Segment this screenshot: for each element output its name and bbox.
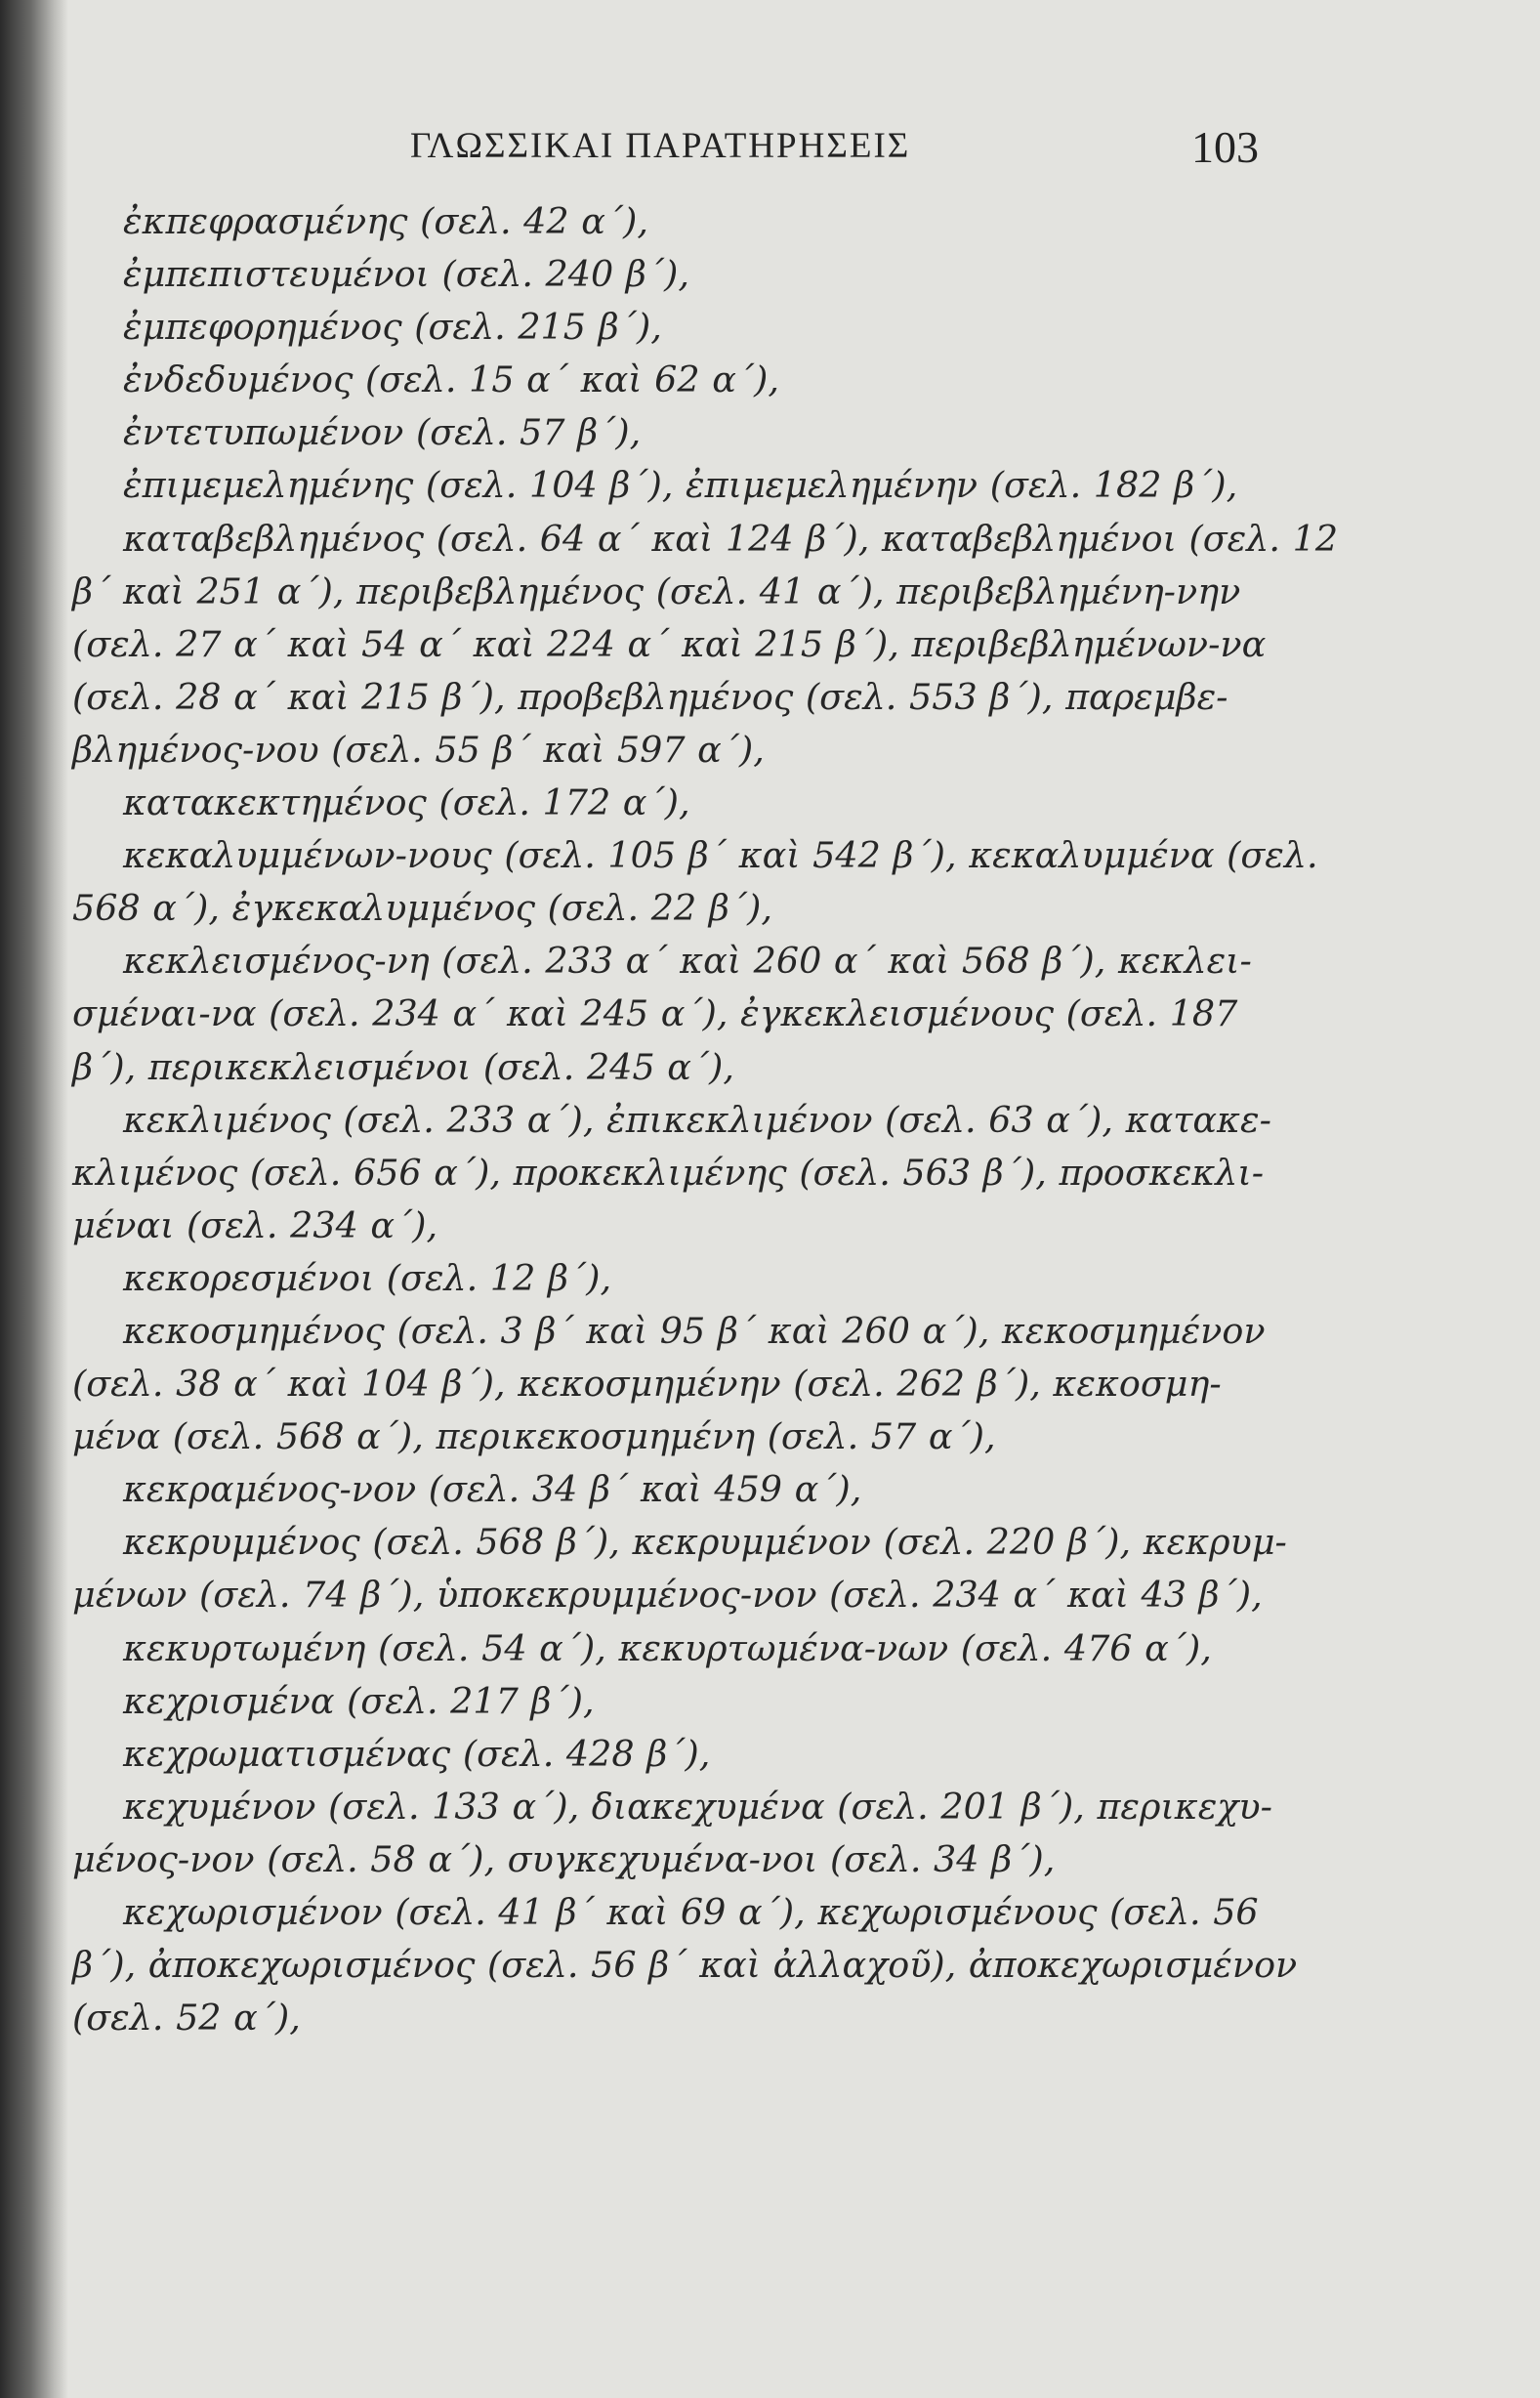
text-line: κεχυμένον (σελ. 133 α΄), διακεχυμένα (σελ. 201 β΄), περικεχυ- (123, 1785, 1272, 1828)
text-line: ἐνδεδυμένος (σελ. 15 α΄ καὶ 62 α΄), (123, 358, 779, 401)
text-line: (σελ. 28 α΄ καὶ 215 β΄), προβεβλημένος (σελ. 553 β΄), παρεμβε- (72, 675, 1228, 718)
text-line: σμέναι-να (σελ. 234 α΄ καὶ 245 α΄), ἐγκεκλεισμένους (σελ. 187 (72, 992, 1238, 1035)
glossary-text-block (72, 195, 1339, 2044)
text-line: ἐντετυπωμένον (σελ. 57 β΄), (123, 411, 642, 454)
text-line: κεχρισμένα (σελ. 217 β΄), (123, 1679, 595, 1722)
text-line: κεκοσμημένος (σελ. 3 β΄ καὶ 95 β΄ καὶ 260 α΄), κεκοσμημένον (123, 1309, 1266, 1352)
text-line: β΄), ἀποκεχωρισμένος (σελ. 56 β΄ καὶ ἀλλαχοῦ), ἀποκεχωρισμένον (72, 1944, 1298, 1987)
text-line: β΄), περικεκλεισμένοι (σελ. 245 α΄), (72, 1045, 735, 1088)
text-line: βλημένος-νου (σελ. 55 β΄ καὶ 597 α΄), (72, 728, 765, 771)
text-line: κεκυρτωμένη (σελ. 54 α΄), κεκυρτωμένα-νων (σελ. 476 α΄), (123, 1626, 1212, 1669)
running-title: ΓΛΩΣΣΙΚΑΙ ΠΑΡΑΤΗΡΗΣΕΙΣ (410, 126, 911, 166)
text-line: β΄ καὶ 251 α΄), περιβεβλημένος (σελ. 41 α΄), περιβεβλημένη-νην (72, 569, 1241, 612)
text-line: (σελ. 27 α΄ καὶ 54 α΄ καὶ 224 α΄ καὶ 215 β΄), περιβεβλημένων-να (72, 622, 1267, 665)
text-line: κεκρυμμένος (σελ. 568 β΄), κεκρυμμένον (σελ. 220 β΄), κεκρυμ- (123, 1521, 1287, 1564)
text-line: (σελ. 52 α΄), (72, 1997, 301, 2040)
page-number: 103 (1191, 122, 1259, 172)
text-line: κεκορεσμένοι (σελ. 12 β΄), (123, 1256, 612, 1299)
text-line: ἐμπεπιστευμένοι (σελ. 240 β΄), (123, 253, 689, 296)
text-line: μένα (σελ. 568 α΄), περικεκοσμημένη (σελ. 57 α΄), (72, 1415, 996, 1458)
text-line: μένος-νον (σελ. 58 α΄), συγκεχυμένα-νοι (σελ. 34 β΄), (72, 1837, 1056, 1880)
text-line: κεχρωματισμένας (σελ. 428 β΄), (123, 1732, 711, 1775)
text-line: κεκραμένος-νον (σελ. 34 β΄ καὶ 459 α΄), (123, 1468, 862, 1511)
text-line: μέναι (σελ. 234 α΄), (72, 1203, 438, 1246)
text-line: καταβεβλημένος (σελ. 64 α΄ καὶ 124 β΄), καταβεβλημένοι (σελ. 12 (123, 517, 1339, 560)
text-line: κεχωρισμένον (σελ. 41 β΄ καὶ 69 α΄), κεχωρισμένους (σελ. 56 (123, 1891, 1259, 1933)
text-line: 568 α΄), ἐγκεκαλυμμένος (σελ. 22 β΄), (72, 887, 772, 930)
text-line: κεκλιμένος (σελ. 233 α΄), ἐπικεκλιμένον (σελ. 63 α΄), κατακε- (123, 1098, 1271, 1141)
text-line: κατακεκτημένος (σελ. 172 α΄), (123, 781, 690, 824)
text-line: κεκαλυμμένων-νους (σελ. 105 β΄ καὶ 542 β΄), κεκαλυμμένα (σελ. (123, 834, 1318, 877)
text-line: ἐκπεφρασμένης (σελ. 42 α΄), (123, 200, 648, 242)
text-line: ἐπιμεμελημένης (σελ. 104 β΄), ἐπιμεμελημένην (σελ. 182 β΄), (123, 464, 1238, 507)
text-line: μένων (σελ. 74 β΄), ὑποκεκρυμμένος-νον (σελ. 234 α΄ καὶ 43 β΄), (72, 1574, 1263, 1617)
text-line: κεκλεισμένος-νη (σελ. 233 α΄ καὶ 260 α΄ καὶ 568 β΄), κεκλει- (123, 940, 1252, 983)
text-line: (σελ. 38 α΄ καὶ 104 β΄), κεκοσμημένην (σελ. 262 β΄), κεκοσμη- (72, 1363, 1222, 1406)
text-line: κλιμένος (σελ. 656 α΄), προκεκλιμένης (σελ. 563 β΄), προσκεκλι- (72, 1151, 1265, 1194)
text-line: ἐμπεφορημένος (σελ. 215 β΄), (123, 306, 662, 349)
